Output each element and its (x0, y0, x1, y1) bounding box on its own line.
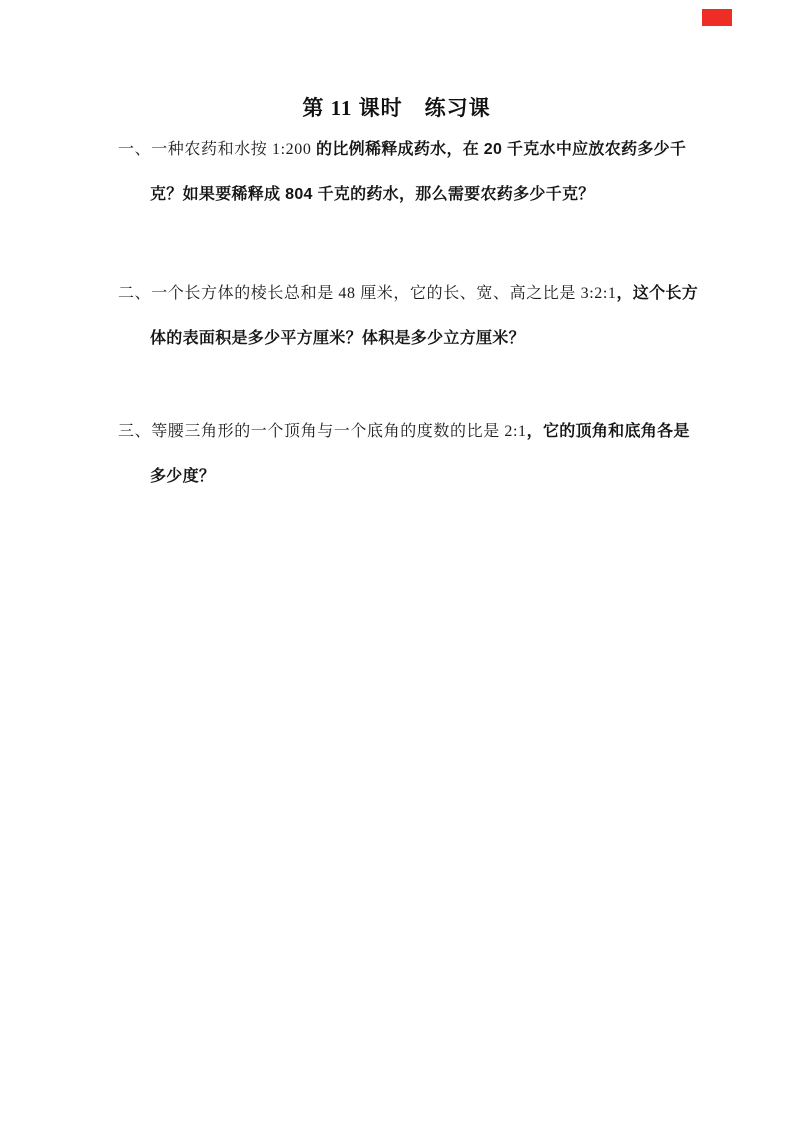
text-segment: ，这个长方 (616, 285, 699, 302)
text-segment: 三、等腰三角形的一个顶角与一个底角的度数的比是 2:1 (118, 423, 527, 440)
text-segment: 体的表面积是多少平方厘米？体积是多少立方厘米？ (150, 330, 525, 347)
question-1-line-2 (118, 172, 686, 217)
text-segment: ，它的顶角和底角各是 (526, 423, 690, 440)
text-segment: 多少度？ (150, 468, 216, 485)
text-segment: 一、一种农药和水按 1:200 (118, 141, 317, 158)
question-1 (118, 127, 686, 217)
question-2-line-2 (118, 316, 698, 361)
question-3-line-2 (118, 454, 690, 499)
question-3 (118, 409, 690, 499)
red-annotation-rectangle (702, 9, 732, 26)
question-3-line-1 (118, 409, 690, 454)
question-2 (118, 271, 698, 361)
page-title: 第 11 课时 练习课 (302, 96, 491, 120)
text-segment: 克？如果要稀释成 804 千克的药水，那么需要农药多少千克？ (150, 186, 595, 203)
question-1-line-1 (118, 127, 686, 172)
question-2-line-1 (118, 271, 698, 316)
text-segment: 的比例稀释成药水，在 20 千克水中应放农药多少千 (316, 141, 687, 158)
text-segment: 二、一个长方体的棱长总和是 48 厘米，它的长、宽、高之比是 3:2:1 (118, 285, 617, 302)
